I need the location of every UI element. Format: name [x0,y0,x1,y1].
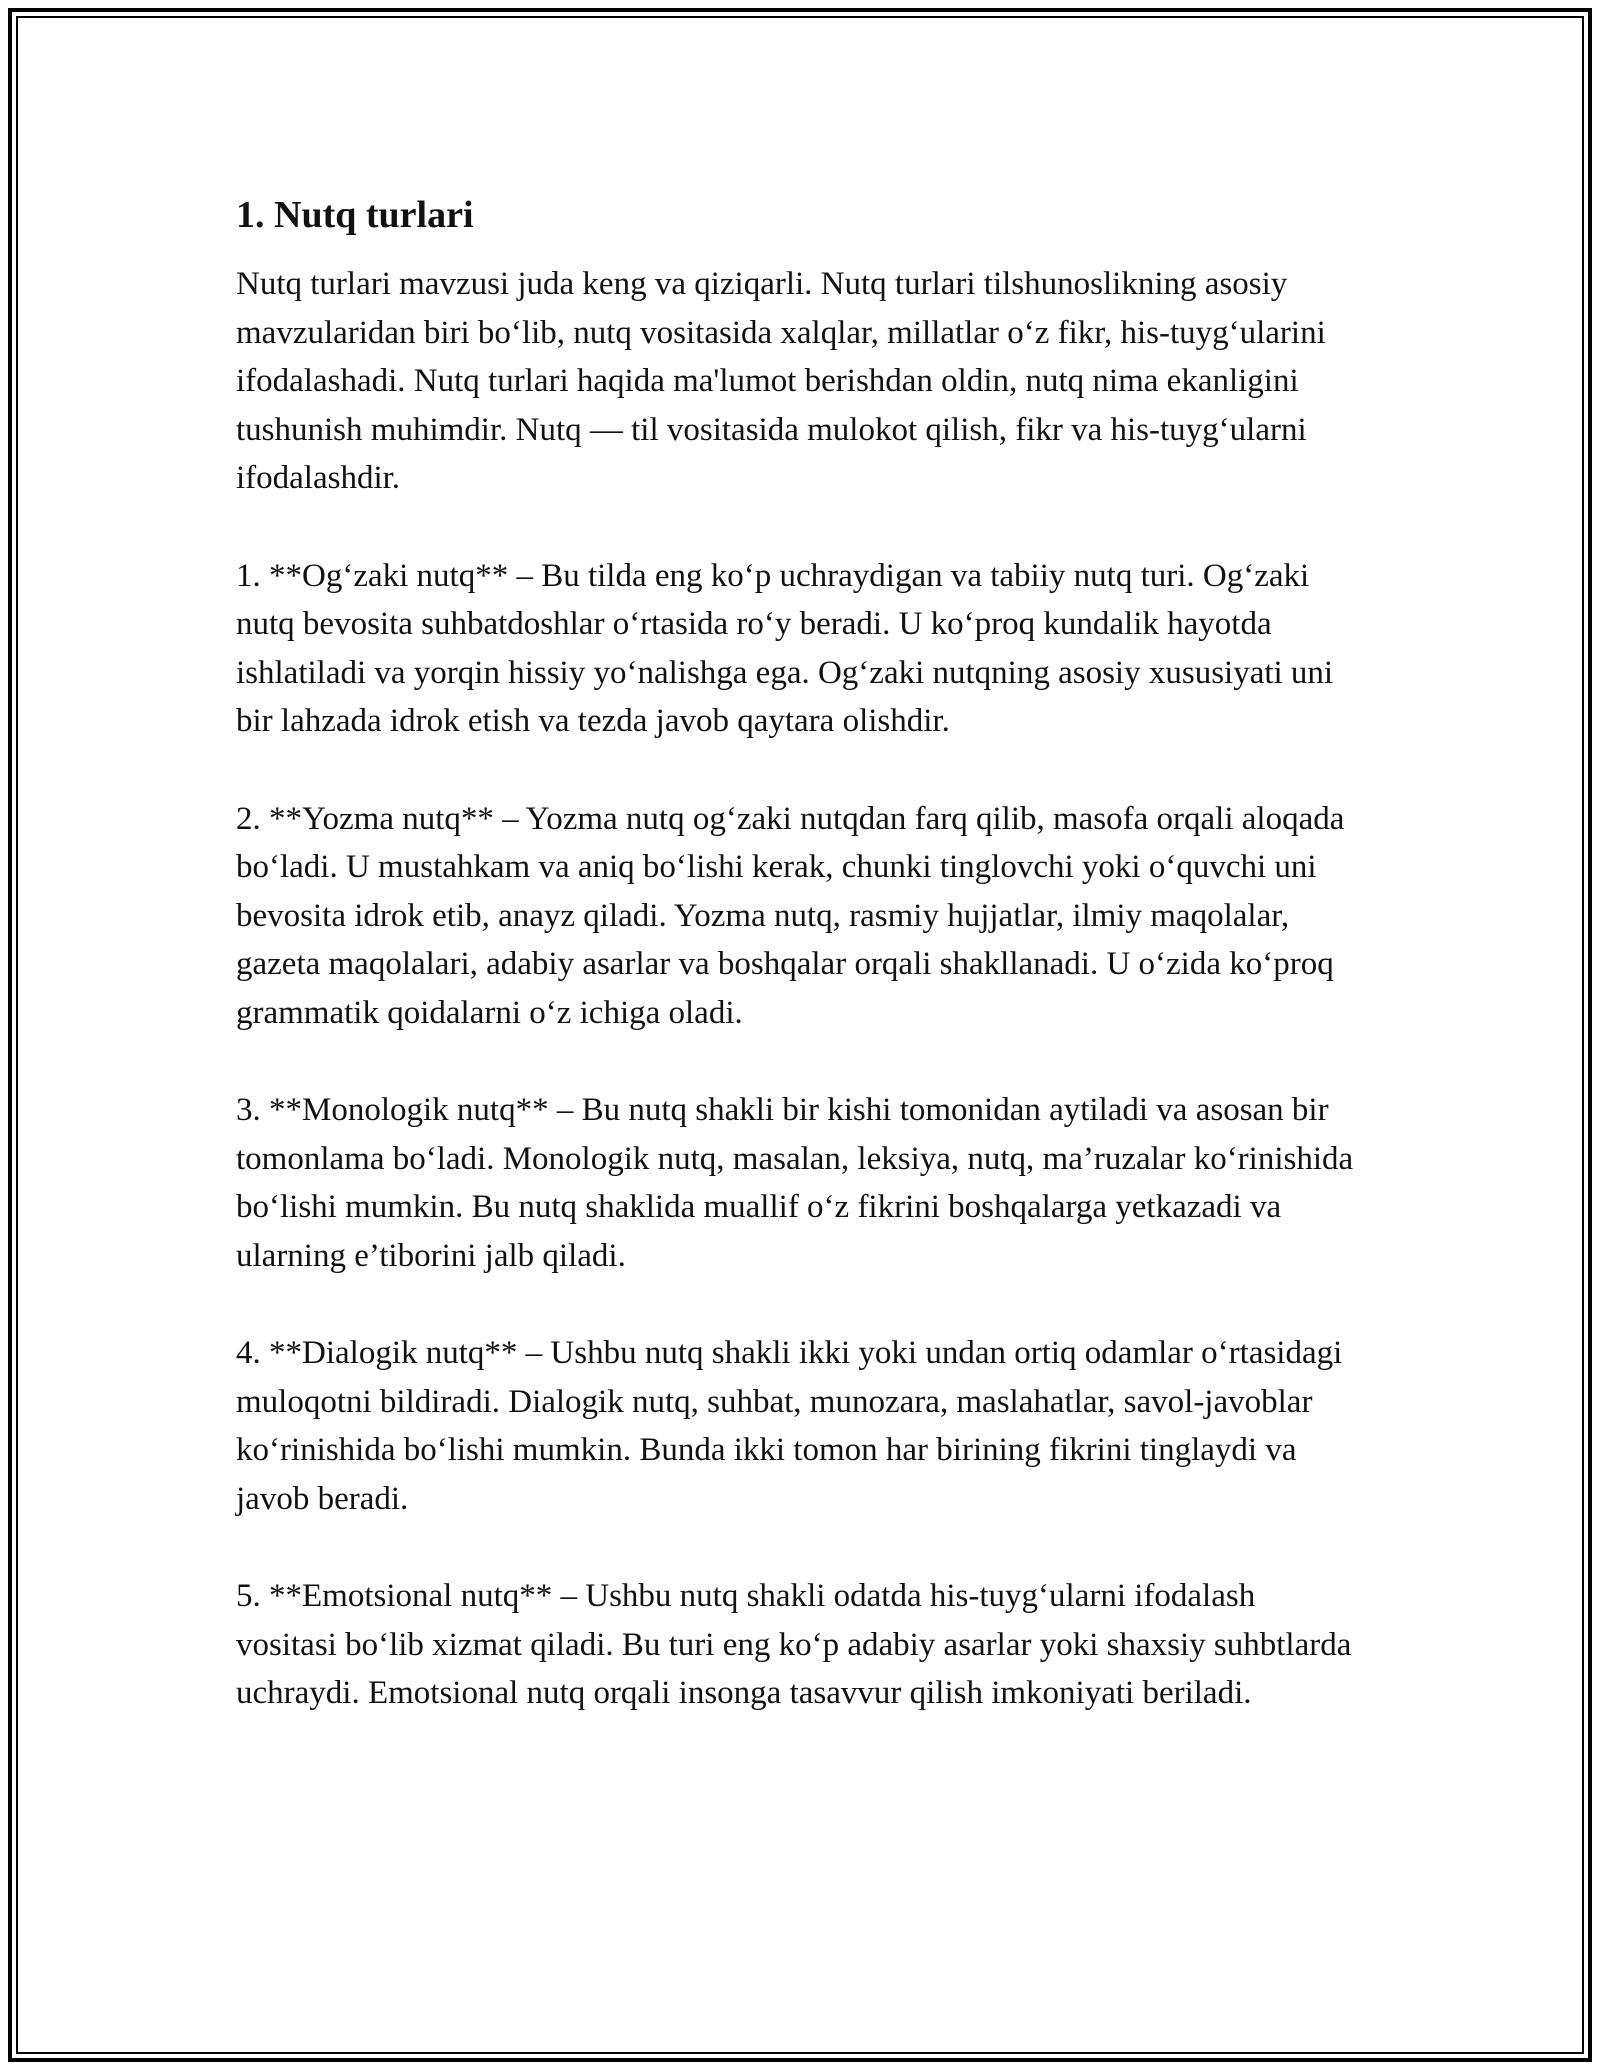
list-item-dialogik-nutq: 4. **Dialogik nutq** – Ushbu nutq shakli ikki yoki undan ortiq odamlar o‘rtasidagi muloqotni bildiradi. Dialogik nutq, suhbat, munozara, maslahatlar, savol-javoblar ko‘rinishida bo‘lishi mumkin. Bunda ikki tomon har birining fikrini tinglaydi va javob beradi. [236,1335,1343,1517]
intro-paragraph: Nutq turlari mavzusi juda keng va qiziqarli. Nutq turlari tilshunoslikning asosiy mavzularidan biri bo‘lib, nutq vositasida xalqlar, millatlar o‘z fikr, his-tuyg‘ularini ifodalashadi. Nutq turlari haqida ma'lumot berishdan oldin, nutq nima ekanligini tushunish muhimdir. Nutq — til vositasida mulokot qilish, fikr va his-tuyg‘ularni ifodalashdir. [236,266,1326,496]
document-body [236,190,1364,1718]
list-item-monologik-nutq: 3. **Monologik nutq** – Bu nutq shakli bir kishi tomonidan aytiladi va asosan bir tomonlama bo‘ladi. Monologik nutq, masalan, leksiya, nutq, ma’ruzalar ko‘rinishida bo‘lishi mumkin. Bu nutq shaklida muallif o‘z fikrini boshqalarga yetkazadi va ularning e’tiborini jalb qiladi. [236,1092,1354,1274]
list-item-emotsional-nutq: 5. **Emotsional nutq** – Ushbu nutq shakli odatda his-tuyg‘ularni ifodalash vositasi bo‘lib xizmat qiladi. Bu turi eng ko‘p adabiy asarlar yoki shaxsiy suhbtlarda uchraydi. Emotsional nutq orqali insonga tasavvur qilish imkoniyati beriladi. [236,1578,1352,1711]
list-item-ogzaki-nutq: 1. **Og‘zaki nutq** – Bu tilda eng ko‘p uchraydigan va tabiiy nutq turi. Og‘zaki nutq bevosita suhbatdoshlar o‘rtasida ro‘y beradi. U ko‘proq kundalik hayotda ishlatiladi va yorqin hissiy yo‘nalishga ega. Og‘zaki nutqning asosiy xususiyati uni bir lahzada idrok etish va tezda javob qaytara olishdir. [236,557,1334,739]
section-heading: 1. Nutq turlari [236,194,474,236]
list-item-yozma-nutq: 2. **Yozma nutq** – Yozma nutq og‘zaki nutqdan farq qilib, masofa orqali aloqada bo‘ladi. U mustahkam va aniq bo‘lishi kerak, chunki tinglovchi yoki o‘quvchi uni bevosita idrok etib, anayz qiladi. Yozma nutq, rasmiy hujjatlar, ilmiy maqolalar, gazeta maqolalari, adabiy asarlar va boshqalar orqali shakllanadi. U o‘zida ko‘proq grammatik qoidalarni o‘z ichiga oladi. [236,800,1345,1031]
